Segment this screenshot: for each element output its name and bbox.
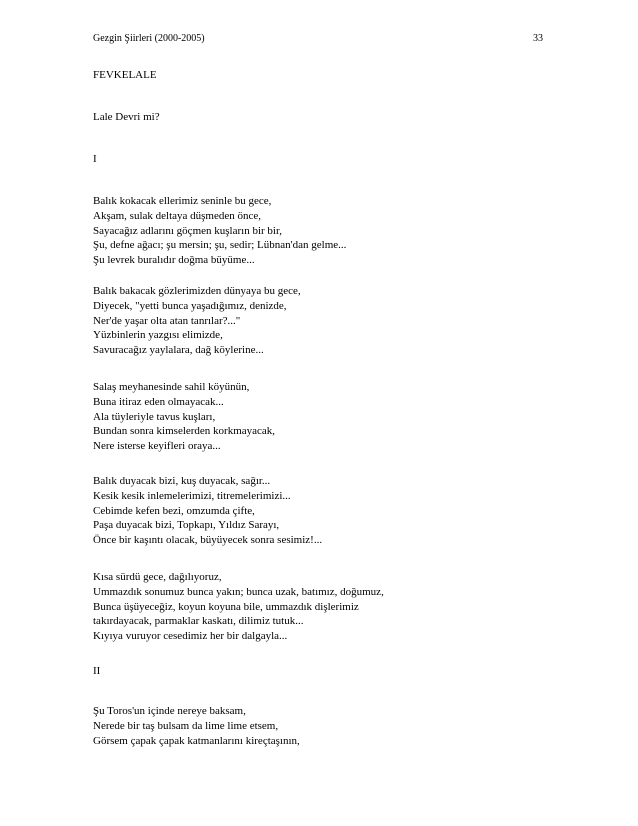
page-number: 33 — [533, 33, 543, 44]
poem-line: Buna itiraz eden olmayacak... — [93, 395, 224, 408]
poem-line: Kesik kesik inlemelerimizi, titremelerimizi... — [93, 489, 291, 502]
stanza — [93, 704, 300, 748]
section-number-1: I — [93, 153, 97, 165]
poem-line: Şu levrek buralıdır doğma büyüme... — [93, 254, 255, 267]
poem-title: FEVKELALE — [93, 69, 157, 81]
stanza — [93, 284, 301, 358]
poem-line: Şu, defne ağacı; şu mersin; şu, sedir; Lübnan'dan gelme... — [93, 239, 347, 252]
poem-line: Kısa sürdü gece, dağılıyoruz, — [93, 571, 222, 583]
poem-line: Salaş meyhanesinde sahil köyünün, — [93, 381, 250, 393]
poem-line: Sayacağız adlarını göçmen kuşların bir bir, — [93, 224, 282, 237]
poem-line: Ummazdık sonumuz bunca yakın; bunca uzak, batımız, doğumuz, — [93, 585, 384, 598]
stanza — [93, 474, 322, 548]
poem-line: Bundan sonra kimselerden korkmayacak, — [93, 425, 276, 438]
poem-line: Görsem çapak çapak katmanlarını kireçtaşının, — [93, 734, 300, 747]
poem-line: Akşam, sulak deltaya düşmeden önce, — [93, 209, 262, 222]
poem-line: Cebimde kefen bezi, omzumda çifte, — [93, 504, 255, 517]
stanza — [93, 380, 275, 454]
poem-line: Ala tüyleriyle tavus kuşları, — [93, 410, 216, 423]
poem-line: Bunca üşüyeceğiz, koyun koyuna bile, ummazdık dişlerimiz — [93, 600, 359, 613]
stanza — [93, 194, 346, 268]
poem-line: Diyecek, "yetti bunca yaşadığımız, denizde, — [93, 299, 287, 312]
section-number-2: II — [93, 665, 101, 677]
poem-line: Paşa duyacak bizi, Topkapı, Yıldız Sarayı, — [93, 519, 280, 532]
poem-line: takırdayacak, parmaklar kaskatı, dilimiz tutuk... — [93, 615, 304, 628]
poem-line: Nerede bir taş bulsam da lime lime etsem, — [93, 719, 279, 732]
poem-line: Balık kokacak ellerimiz seninle bu gece, — [93, 195, 272, 207]
poem-line: Önce bir kaşıntı olacak, büyüyecek sonra sesimiz!... — [93, 534, 323, 547]
poem-line: Balık bakacak gözlerimizden dünyaya bu gece, — [93, 285, 301, 297]
poem-line: Şu Toros'un içinde nereye baksam, — [93, 705, 246, 717]
stanza — [93, 570, 384, 644]
poem-line: Nere isterse keyifleri oraya... — [93, 440, 221, 453]
poem-line: Ner'de yaşar olta atan tanrılar?..." — [93, 314, 241, 327]
poem-subtitle: Lale Devri mi? — [93, 111, 160, 123]
header-title: Gezgin Şiirleri (2000-2005) — [93, 33, 205, 44]
poem-line: Balık duyacak bizi, kuş duyacak, sağır... — [93, 475, 271, 487]
poem-line: Savuracağız yaylalara, dağ köylerine... — [93, 344, 264, 357]
poem-line: Kıyıya vuruyor cesedimiz her bir dalgayla... — [93, 630, 288, 643]
poem-line: Yüzbinlerin yazgısı elimizde, — [93, 329, 223, 342]
